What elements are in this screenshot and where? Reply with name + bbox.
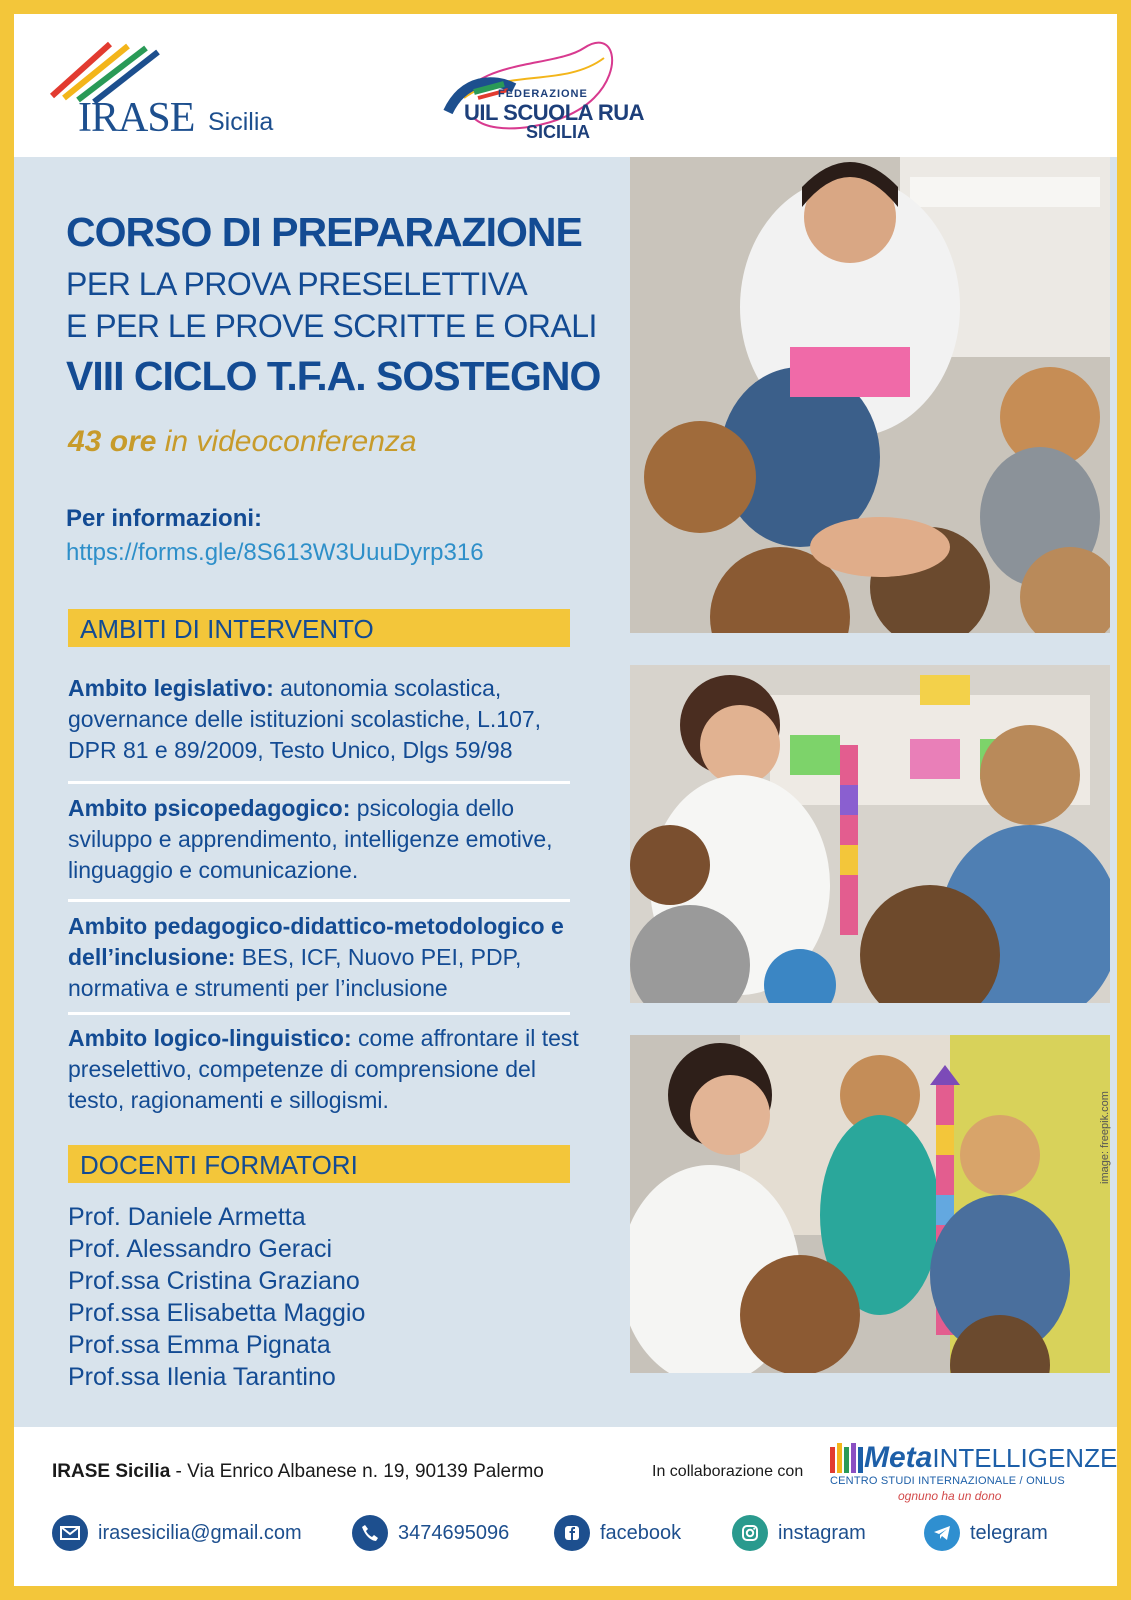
contact-email[interactable] xyxy=(52,1513,302,1553)
docente-name: Prof.ssa Elisabetta Maggio xyxy=(68,1299,366,1327)
contact-telegram[interactable] xyxy=(924,1513,1048,1553)
meta-word-bold: Meta xyxy=(864,1441,933,1474)
course-subtitle xyxy=(66,263,597,347)
ambito-label: Ambito pedagogico-didattico-metodologico e dell’inclusione: xyxy=(68,913,564,970)
uil-logo-sicilia: SICILIA xyxy=(526,122,591,142)
docente-name: Prof.ssa Ilenia Tarantino xyxy=(68,1363,336,1391)
envelope-icon xyxy=(52,1515,88,1551)
course-cycle: VIII CICLO T.F.A. SOSTEGNO xyxy=(66,353,601,399)
collab-label: In collaborazione con xyxy=(652,1463,804,1480)
meta-word-rest: INTELLIGENZE xyxy=(932,1443,1117,1473)
header xyxy=(14,14,1117,160)
meta-subtitle: CENTRO STUDI INTERNAZIONALE / ONLUS xyxy=(830,1475,1065,1487)
uil-logo xyxy=(434,28,644,150)
course-hours-count: 43 ore xyxy=(68,425,157,458)
divider xyxy=(68,781,570,784)
irase-logo xyxy=(50,38,290,148)
ambito-pedagogico-didattico xyxy=(68,911,588,1004)
image-credit: image: freepik.com xyxy=(1099,1091,1111,1184)
ambito-legislativo xyxy=(68,673,588,766)
meta-tagline: ognuno ha un dono xyxy=(898,1489,1002,1503)
metaintelligenze-logo xyxy=(828,1441,1117,1507)
course-subtitle-line-2: E PER LE PROVE SCRITTE E ORALI xyxy=(66,308,597,344)
footer-street: - Via Enrico Albanese n. 19, 90139 Palermo xyxy=(170,1461,544,1482)
flyer xyxy=(14,14,1117,1586)
ambito-text: BES, ICF, Nuovo PEI, PDP, normativa e strumenti per l’inclusione xyxy=(68,944,522,1001)
contact-phone[interactable] xyxy=(352,1513,509,1553)
ambito-text: psicologia dello sviluppo e apprendimento, intelligenze emotive, linguaggio e comunicazione. xyxy=(68,795,553,883)
uil-logo-main: UIL SCUOLA RUA xyxy=(464,100,644,125)
footer xyxy=(14,1427,1117,1586)
course-title: CORSO DI PREPARAZIONE xyxy=(66,209,582,255)
contact-phone-text: 3474695096 xyxy=(398,1521,510,1544)
contact-instagram-text: instagram xyxy=(778,1521,866,1544)
telegram-icon xyxy=(924,1515,960,1551)
footer-address xyxy=(52,1461,544,1483)
contact-facebook-text: facebook xyxy=(600,1521,682,1544)
photo-children-playing xyxy=(630,1035,1110,1373)
ambito-label: Ambito legislativo: xyxy=(68,675,274,701)
course-hours xyxy=(68,425,417,459)
phone-icon xyxy=(352,1515,388,1551)
uil-logo-federazione: FEDERAZIONE xyxy=(498,88,588,100)
docenti-list xyxy=(68,1201,365,1393)
ambito-psicopedagogico xyxy=(68,793,588,886)
facebook-icon xyxy=(554,1515,590,1551)
docente-name: Prof. Alessandro Geraci xyxy=(68,1235,333,1263)
contact-email-text: irasesicilia@gmail.com xyxy=(98,1521,302,1544)
photo-children-building-tower xyxy=(630,665,1110,1003)
contact-telegram-text: telegram xyxy=(970,1521,1048,1544)
course-subtitle-line-1: PER LA PROVA PRESELETTIVA xyxy=(66,266,528,302)
docente-name: Prof.ssa Emma Pignata xyxy=(68,1331,331,1359)
irase-logo-word: IRASE xyxy=(78,95,195,141)
main-panel xyxy=(14,157,1117,1427)
photo-teacher-hands-together xyxy=(630,157,1110,633)
contact-facebook[interactable] xyxy=(554,1513,681,1553)
course-hours-mode: in videoconferenza xyxy=(156,425,417,458)
contact-instagram[interactable] xyxy=(732,1513,866,1553)
ambito-text: come affrontare il test preselettivo, competenze di comprensione del testo, ragionamenti e sillogismi. xyxy=(68,1025,579,1113)
instagram-icon xyxy=(732,1515,768,1551)
docenti-heading: DOCENTI FORMATORI xyxy=(68,1145,570,1183)
divider xyxy=(68,1012,570,1015)
ambiti-heading: AMBITI DI INTERVENTO xyxy=(68,609,570,647)
meta-bars-icon xyxy=(830,1443,864,1473)
docente-name: Prof.ssa Cristina Graziano xyxy=(68,1267,360,1295)
ambito-text: autonomia scolastica, governance delle istituzioni scolastiche, L.107, DPR 81 e 89/2009, Testo Unico, Dlgs 59/98 xyxy=(68,675,542,763)
info-label: Per informazioni: xyxy=(66,505,263,532)
ambito-logico-linguistico xyxy=(68,1023,588,1116)
irase-logo-region: Sicilia xyxy=(208,108,274,136)
ambito-label: Ambito logico-linguistico: xyxy=(68,1025,352,1051)
docente-name: Prof. Daniele Armetta xyxy=(68,1203,306,1231)
meta-wordmark xyxy=(864,1441,1117,1475)
footer-org-name: IRASE Sicilia xyxy=(52,1461,171,1482)
divider xyxy=(68,899,570,902)
ambito-label: Ambito psicopedagogico: xyxy=(68,795,351,821)
info-link[interactable]: https://forms.gle/8S613W3UuuDyrp316 xyxy=(66,539,484,566)
